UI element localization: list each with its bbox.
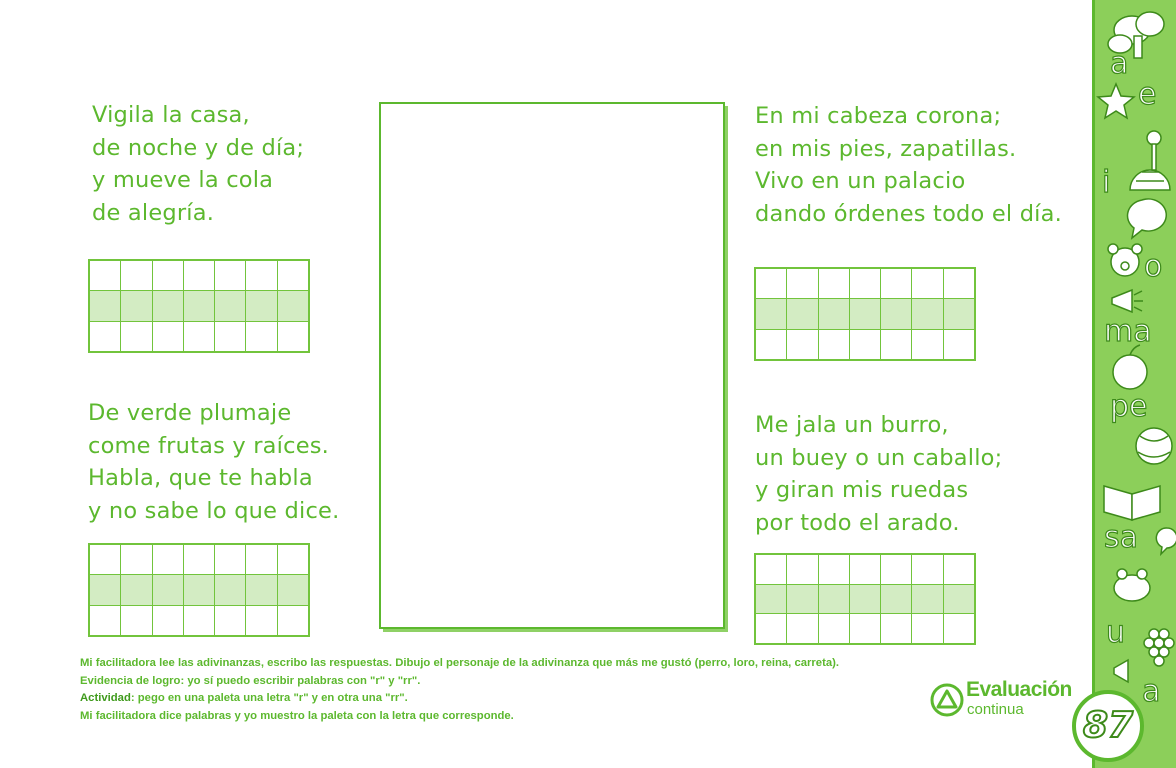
triangle-circle-icon: [930, 683, 964, 717]
loudspeaker-icon: [1114, 660, 1128, 682]
riddle-line: Me jala un burro,: [755, 412, 949, 438]
riddle-line: De verde plumaje: [88, 400, 292, 426]
sidebar-letter: pe: [1110, 389, 1148, 424]
riddle-line: Habla, que te habla: [88, 465, 313, 491]
activity-text: : pego en una paleta una letra "r" y en otra una "rr".: [130, 692, 408, 704]
activity-label: Actividad: [80, 692, 131, 704]
answer-grid-4[interactable]: [754, 553, 976, 645]
megaphone-icon: [1112, 290, 1132, 312]
small-bubble-icon: [1156, 528, 1176, 554]
sidebar-letter: a: [1110, 46, 1129, 81]
sidebar-letter: u: [1106, 615, 1126, 650]
instruction-line: Mi facilitadora lee las adivinanzas, escribo las respuestas. Dibujo el personaje de la adivinanza que más me gustó (perro, loro, reina, carreta).: [80, 657, 840, 669]
instruction-line: [80, 690, 839, 708]
riddle-queen: [755, 100, 1062, 230]
riddle-line: y mueve la cola: [92, 167, 274, 193]
riddle-parrot: [88, 397, 339, 527]
riddle-line: en mis pies, zapatillas.: [755, 135, 1017, 162]
answer-grid-2[interactable]: [88, 543, 310, 637]
riddle-cart: [755, 409, 1002, 539]
frog-icon: [1114, 569, 1150, 601]
riddle-line: por todo el arado.: [755, 509, 960, 536]
sidebar-letter: sa: [1104, 520, 1139, 555]
page-number-badge: [1072, 690, 1144, 762]
igloo-icon: [1130, 170, 1170, 190]
riddle-line: En mi cabeza corona;: [755, 103, 1002, 129]
page-number: 87: [1082, 705, 1134, 746]
sidebar-letter: e: [1138, 77, 1157, 112]
book-icon: [1104, 486, 1160, 520]
logo-subtitle: continua: [967, 701, 1024, 718]
ball-icon: [1136, 428, 1172, 464]
star-icon: [1098, 84, 1134, 118]
instruction-line: Evidencia de logro: yo sí puedo escribir palabras con "r" y "rr".: [80, 674, 421, 687]
riddle-line: y no sabe lo que dice.: [88, 497, 340, 524]
answer-grid-3[interactable]: [754, 267, 976, 361]
sidebar-letter: a: [1142, 674, 1161, 709]
riddle-line: y giran mis ruedas: [755, 477, 969, 503]
riddle-line: come frutas y raíces.: [88, 432, 330, 459]
instruction-line: Mi facilitadora dice palabras y yo muestro la paleta con la letra que corresponde.: [80, 709, 514, 722]
instructions: [80, 655, 839, 725]
sidebar-letter: i: [1102, 165, 1111, 200]
evaluation-logo: [930, 680, 1070, 722]
riddle-line: Vivo en un palacio: [755, 168, 966, 194]
riddle-line: dando órdenes todo el día.: [755, 200, 1062, 227]
riddle-dog: [92, 99, 304, 229]
riddle-line: de noche y de día;: [92, 134, 305, 161]
riddle-line: de alegría.: [92, 199, 215, 226]
grapes-icon: [1144, 629, 1174, 666]
sidebar-letter: o: [1144, 249, 1163, 284]
decorative-sidebar: [1087, 0, 1176, 768]
logo-title: Evaluación: [966, 678, 1072, 701]
riddle-line: Vigila la casa,: [92, 102, 250, 128]
apple-icon: [1113, 345, 1147, 389]
speech-bubble-icon: [1128, 199, 1167, 238]
microphone-icon: [1147, 131, 1161, 170]
drawing-frame[interactable]: [379, 102, 725, 629]
answer-grid-1[interactable]: [88, 259, 310, 353]
riddle-line: un buey o un caballo;: [755, 444, 1003, 471]
sidebar-letter: ma: [1104, 314, 1152, 349]
sidebar-illustrations: [1092, 0, 1176, 768]
bear-icon: [1108, 244, 1142, 276]
